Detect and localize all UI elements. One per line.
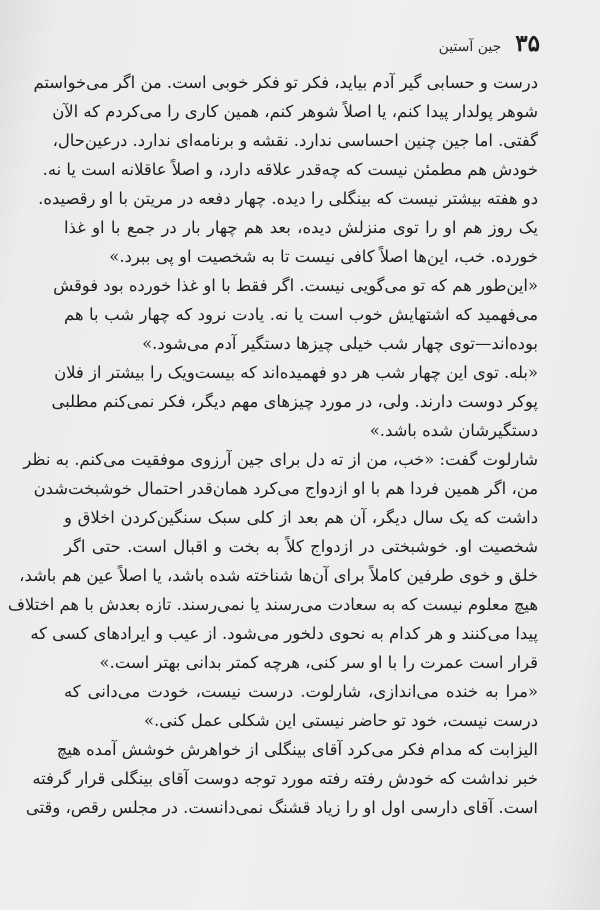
text-line: می‌فهمید که اشتهایش خوب است یا نه. یادت نرود که چهار شب با هم bbox=[64, 305, 538, 324]
text-line: دستگیرشان شده باشد.» bbox=[369, 421, 538, 440]
text-line: من، اگر همین فردا هم با او ازدواج می‌کرد همان‌قدر احتمال خوشبخت‌شدن bbox=[33, 479, 538, 498]
text-line: شوهر پولدار پیدا کنم، یا اصلاً شوهر کنم، همین کاری را می‌کردم که الآن bbox=[52, 102, 538, 121]
text-line: قرار است عمرت را با او سر کنی، هرچه کمتر بدانی بهتر است.» bbox=[99, 653, 538, 672]
text-line: شارلوت گفت: «خب، من از ته دل برای جین آرزوی موفقیت می‌کنم. به نظر bbox=[23, 450, 538, 469]
page-number: ۳۵ bbox=[515, 30, 540, 57]
running-title: جین آستین bbox=[438, 39, 502, 55]
text-line: الیزابت که مدام فکر می‌کرد آقای بینگلی از خواهرش خوشش آمده هیچ bbox=[56, 740, 538, 759]
text-line: گفتی. اما جین چنین احساسی ندارد. نقشه و برنامه‌ای ندارد. درعین‌حال، bbox=[52, 131, 538, 150]
text-line: خبر نداشت که خودش رفته رفته مورد توجه دوست آقای بینگلی قرار گرفته bbox=[32, 769, 538, 788]
text-line: «مرا به خنده می‌اندازی، شارلوت. درست نیست، خودت می‌دانی که bbox=[64, 682, 538, 701]
text-line: درست و حسابی گیر آدم بیاید، فکر تو فکر خوبی است. من اگر می‌خواستم bbox=[33, 73, 538, 92]
text-line: است. آقای دارسی اول او را زیاد قشنگ نمی‌دانست. در مجلس رقص، وقتی bbox=[25, 798, 538, 817]
body-text bbox=[7, 68, 538, 822]
text-line: خلق و خوی طرفین کاملاً برای آن‌ها شناخته شده باشد، یا اصلاً عین هم باشد، bbox=[19, 566, 538, 585]
text-line: دو هفته بیشتر نیست که بینگلی را دیده. چهار دفعه در مریتن با او رقصیده. bbox=[38, 189, 538, 208]
text-line: پیدا می‌کنند و هر کدام به نحوی دلخور می‌شود. از عیب و ایرادهای کسی که bbox=[30, 624, 538, 643]
text-line: درست نیست، خود تو حاضر نیستی این شکلی عمل کنی.» bbox=[144, 711, 538, 730]
page-header bbox=[439, 30, 540, 57]
text-line: «بله. توی این چهار شب هر دو فهمیده‌اند که بیست‌ویک را بیشتر از فلان bbox=[54, 363, 538, 382]
text-line: پوکر دوست دارند. ولی، در مورد چیزهای مهم دیگر، فکر نمی‌کنم مطلبی bbox=[51, 392, 538, 411]
text-line: خورده. خب، این‌ها اصلاً کافی نیست تا به شخصیت او پی ببرد.» bbox=[109, 247, 538, 266]
text-line: یک روز هم او را توی منزلش دیده، بعد هم چهار بار در جمع با او غذا bbox=[64, 218, 538, 237]
text-line: خودش هم مطمئن نیست که چه‌قدر علاقه دارد، و اصلاً عاقلانه است یا نه. bbox=[42, 160, 538, 179]
text-line: «این‌طور هم که تو می‌گویی نیست. اگر فقط با او غذا خورده بود فوقش bbox=[53, 276, 538, 295]
text-line: داشت که یک سال دیگر، آن هم بعد از کلی سبک سنگین‌کردن اخلاق و bbox=[64, 508, 538, 527]
text-line: هیچ معلوم نیست که به سعادت می‌رسند یا نمی‌رسند. تازه بعدش با هم اختلاف bbox=[7, 595, 538, 614]
text-line: شخصیت او. خوشبختی در ازدواج کلاً به بخت و اقبال است. حتی اگر bbox=[64, 537, 538, 556]
text-line: بوده‌اند—توی چهار شب خیلی چیزها دستگیر آدم می‌شود.» bbox=[142, 334, 538, 353]
